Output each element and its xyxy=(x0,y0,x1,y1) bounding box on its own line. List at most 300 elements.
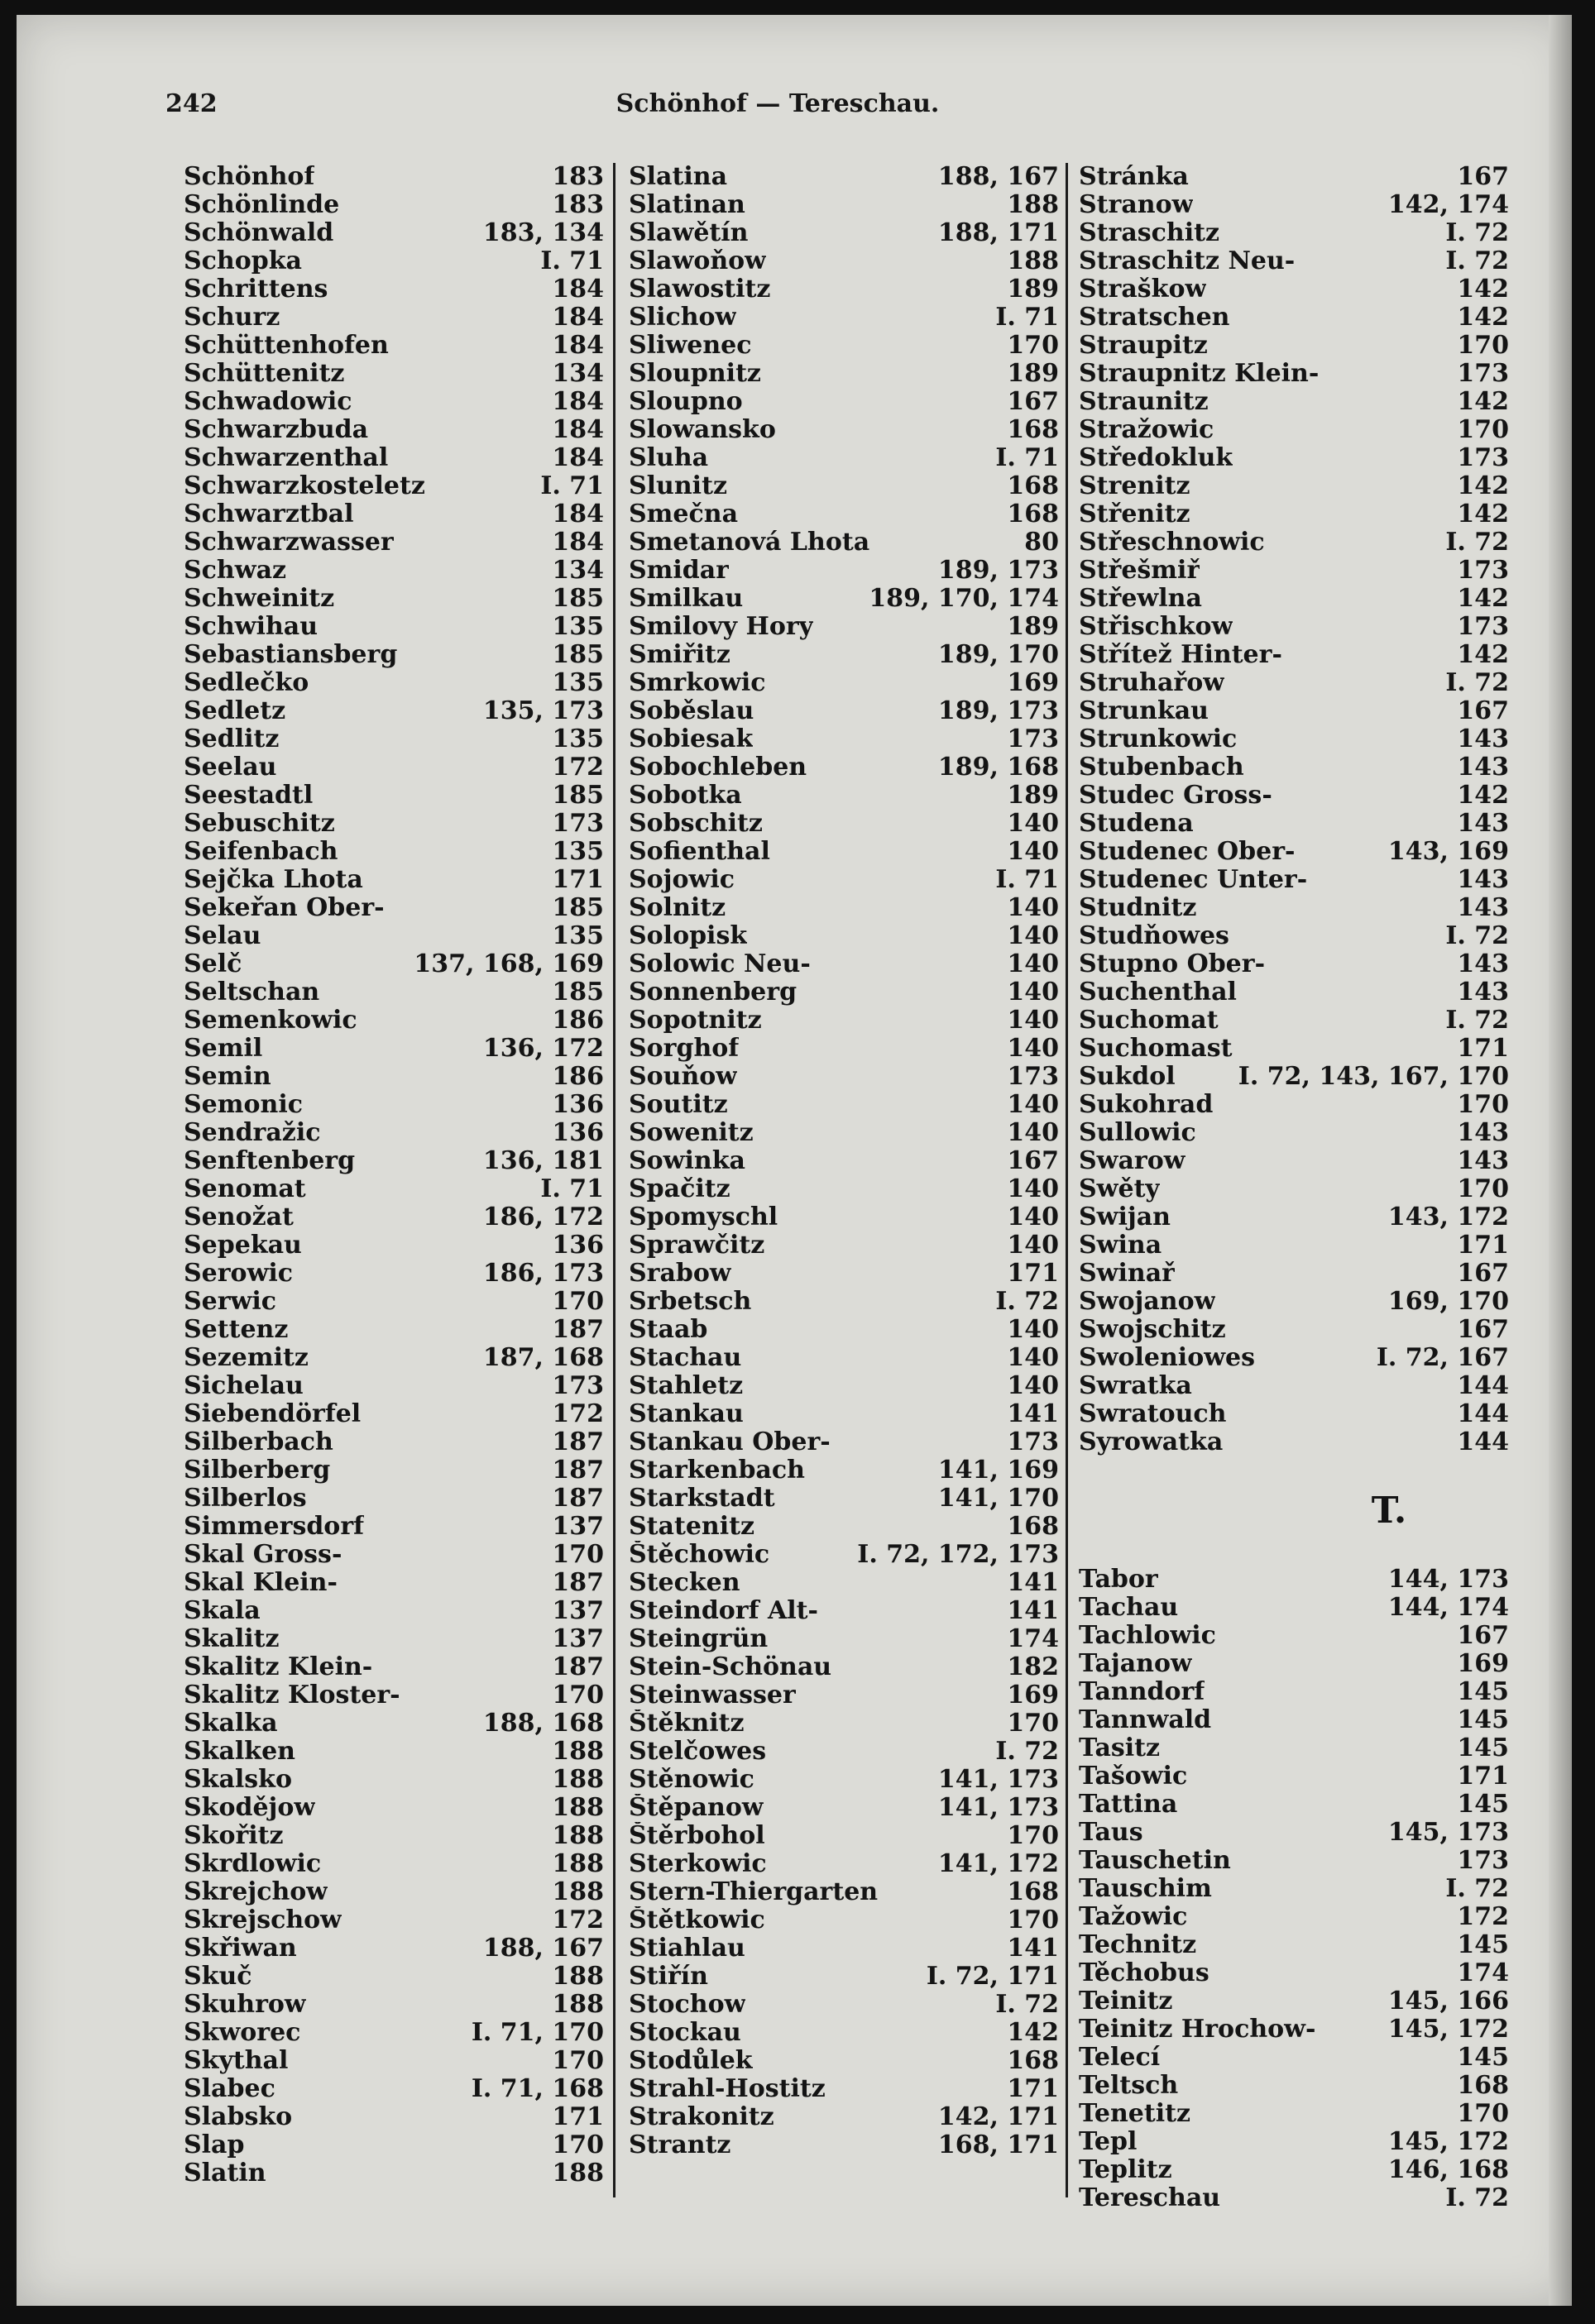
place-name: Sterkowic xyxy=(629,1850,767,1878)
page-reference: 141, 172 xyxy=(937,1849,1059,1878)
page-reference: 137, 168, 169 xyxy=(414,949,604,978)
index-entry xyxy=(1079,1400,1509,1428)
index-entry xyxy=(184,1710,604,1738)
page-reference: 170 xyxy=(1007,1709,1059,1738)
page-reference: 168 xyxy=(1007,2046,1059,2075)
index-entry xyxy=(1079,2072,1509,2100)
place-name: Schwarzkosteletz xyxy=(184,472,425,500)
index-entry xyxy=(1079,1791,1509,1819)
place-name: Skodějow xyxy=(184,1794,316,1822)
place-name: Swinař xyxy=(1079,1260,1175,1288)
place-name: Tauschim xyxy=(1079,1875,1212,1903)
place-name: Studena xyxy=(1079,810,1194,838)
index-entry xyxy=(629,1625,1059,1653)
place-name: Sloupno xyxy=(629,388,743,416)
page-reference: 188, 167 xyxy=(937,162,1059,191)
place-name: Sobochleben xyxy=(629,753,807,782)
index-entry xyxy=(184,472,604,500)
place-name: Schönlinde xyxy=(184,191,340,219)
page-reference: I. 72 xyxy=(1445,528,1509,557)
place-name: Schönhof xyxy=(184,163,315,191)
index-entry xyxy=(184,332,604,360)
index-entry xyxy=(184,1203,604,1231)
place-name: Sejčka Lhota xyxy=(184,866,363,894)
page-reference: 171 xyxy=(1457,1231,1509,1260)
place-name: Solnitz xyxy=(629,894,726,922)
page-reference: 185 xyxy=(552,781,604,810)
index-entry xyxy=(184,1260,604,1288)
index-entry xyxy=(1079,922,1509,950)
place-name: Stachau xyxy=(629,1344,742,1372)
section-letter-heading: T. xyxy=(1371,1490,1407,1532)
index-entry xyxy=(184,838,604,866)
index-entry xyxy=(629,1513,1059,1541)
page-reference: 144, 173 xyxy=(1387,1565,1509,1594)
page-reference: 136 xyxy=(552,1118,604,1147)
page-reference: I. 72, 172, 173 xyxy=(857,1540,1059,1569)
place-name: Sukohrad xyxy=(1079,1091,1214,1119)
place-name: Slatinan xyxy=(629,191,745,219)
index-entry xyxy=(629,1175,1059,1203)
page-reference: 188 xyxy=(552,1737,604,1766)
index-column-1 xyxy=(184,163,604,2197)
place-name: Schüttenhofen xyxy=(184,332,389,360)
page-reference: 135 xyxy=(552,612,604,641)
index-entry xyxy=(1079,247,1509,275)
index-entry xyxy=(184,1934,604,1963)
place-name: Struhařow xyxy=(1079,669,1225,697)
index-entry xyxy=(629,1569,1059,1597)
index-entry xyxy=(1079,332,1509,360)
page-reference: 184 xyxy=(552,331,604,360)
page-reference: 170 xyxy=(1007,1906,1059,1934)
page-reference: 143 xyxy=(1457,1146,1509,1175)
index-entry xyxy=(1079,472,1509,500)
index-entry xyxy=(1079,416,1509,444)
place-name: Stankau Ober- xyxy=(629,1428,831,1456)
place-name: Tauschetin xyxy=(1079,1847,1231,1875)
page-reference: 173 xyxy=(1457,1846,1509,1875)
index-entry xyxy=(184,304,604,332)
index-entry xyxy=(629,753,1059,782)
index-entry xyxy=(184,444,604,472)
index-entry xyxy=(629,669,1059,697)
page-reference: 142 xyxy=(1457,500,1509,528)
place-name: Simmersdorf xyxy=(184,1513,365,1541)
index-entry xyxy=(184,1681,604,1710)
index-entry xyxy=(629,2103,1059,2131)
index-entry xyxy=(1079,1231,1509,1260)
page-reference: 189, 170 xyxy=(937,640,1059,669)
page-reference: 168 xyxy=(1007,1512,1059,1541)
page-reference: 137 xyxy=(552,1596,604,1625)
page-reference: 167 xyxy=(1457,696,1509,725)
page-reference: 168 xyxy=(1457,2071,1509,2100)
place-name: Suchomat xyxy=(1079,1007,1219,1035)
index-entry xyxy=(1079,1594,1509,1622)
page-reference: 142 xyxy=(1457,303,1509,332)
index-entry xyxy=(184,1569,604,1597)
place-name: Technitz xyxy=(1079,1931,1197,1959)
index-column-3 xyxy=(1079,162,1509,2212)
page-reference: 141 xyxy=(1007,1934,1059,1963)
page-reference: 143 xyxy=(1457,949,1509,978)
page-reference: 135, 173 xyxy=(482,696,604,725)
index-entry xyxy=(184,782,604,810)
index-entry xyxy=(1079,1063,1509,1091)
index-entry xyxy=(184,1541,604,1569)
place-name: Slawětín xyxy=(629,219,749,247)
index-entry xyxy=(184,163,604,191)
page-reference: 145 xyxy=(1457,1790,1509,1819)
place-name: Sullowic xyxy=(1079,1119,1196,1147)
page-reference: 170 xyxy=(1457,331,1509,360)
place-name: Stiřín xyxy=(629,1963,708,1991)
page-reference: 189 xyxy=(1007,275,1059,304)
page-reference: 142 xyxy=(1007,2018,1059,2047)
index-entry xyxy=(629,1231,1059,1260)
page-reference: 172 xyxy=(1457,1902,1509,1931)
place-name: Swijan xyxy=(1079,1203,1171,1231)
index-entry xyxy=(1079,1762,1509,1791)
place-name: Středokluk xyxy=(1079,444,1233,472)
index-entry xyxy=(184,1625,604,1653)
index-entry xyxy=(184,1372,604,1400)
place-name: Sendražic xyxy=(184,1119,321,1147)
place-name: Silberberg xyxy=(184,1456,331,1485)
place-name: Skalka xyxy=(184,1710,278,1738)
index-entry xyxy=(184,922,604,950)
page-reference: 142, 174 xyxy=(1387,190,1509,219)
place-name: Tachlowic xyxy=(1079,1622,1216,1650)
page-reference: 188 xyxy=(552,1990,604,2019)
place-name: Teinitz xyxy=(1079,1987,1173,2016)
page-reference: 173 xyxy=(1457,359,1509,388)
place-name: Swojanow xyxy=(1079,1288,1216,1316)
page-reference: 188, 168 xyxy=(482,1709,604,1738)
page-reference: 143 xyxy=(1457,753,1509,782)
page-reference: 173 xyxy=(552,809,604,838)
index-entry xyxy=(1079,1288,1509,1316)
place-name: Tašowic xyxy=(1079,1762,1188,1791)
index-entry xyxy=(629,1906,1059,1934)
page-reference: 140 xyxy=(1007,1203,1059,1231)
place-name: Semenkowic xyxy=(184,1007,357,1035)
page-reference: 140 xyxy=(1007,1118,1059,1147)
place-name: Tabor xyxy=(1079,1566,1158,1594)
place-name: Steinwasser xyxy=(629,1681,796,1710)
index-entry xyxy=(1079,1875,1509,1903)
place-name: Sebastiansberg xyxy=(184,641,398,669)
page-reference: 140 xyxy=(1007,893,1059,922)
page-reference: 80 xyxy=(1024,528,1059,557)
page-reference: 168 xyxy=(1007,415,1059,444)
place-name: Schwaz xyxy=(184,557,287,585)
place-name: Sprawčitz xyxy=(629,1231,765,1260)
index-entry xyxy=(184,1007,604,1035)
page-reference: I. 72, 143, 167, 170 xyxy=(1238,1062,1509,1091)
page-reference: I. 72, 167 xyxy=(1376,1343,1509,1372)
place-name: Serwic xyxy=(184,1288,277,1316)
page-reference: 188, 171 xyxy=(937,218,1059,247)
index-entry xyxy=(1079,1566,1509,1594)
index-entry xyxy=(184,2019,604,2047)
page-reference: 170 xyxy=(552,1681,604,1710)
place-name: Sopotnitz xyxy=(629,1007,762,1035)
index-entry xyxy=(184,641,604,669)
page-reference: 142 xyxy=(1457,387,1509,416)
page-reference: 184 xyxy=(552,275,604,304)
place-name: Sukdol xyxy=(1079,1063,1176,1091)
place-name: Stein-Schönau xyxy=(629,1653,832,1681)
index-entry xyxy=(184,1288,604,1316)
index-entry xyxy=(1079,1035,1509,1063)
page-reference: 170 xyxy=(552,2130,604,2159)
index-entry xyxy=(1079,978,1509,1007)
page-reference: I. 72 xyxy=(995,1737,1059,1766)
place-name: Stochow xyxy=(629,1991,746,2019)
running-title: Schönhof — Tereschau. xyxy=(615,89,940,118)
place-name: Skrejschow xyxy=(184,1906,342,1934)
index-entry xyxy=(184,2103,604,2131)
index-entry xyxy=(1079,1931,1509,1959)
place-name: Solopisk xyxy=(629,922,748,950)
place-name: Schüttenitz xyxy=(184,360,345,388)
place-name: Souňow xyxy=(629,1063,738,1091)
index-entry xyxy=(1079,1650,1509,1678)
index-entry xyxy=(629,838,1059,866)
place-name: Silberlos xyxy=(184,1485,307,1513)
page-reference: 136 xyxy=(552,1231,604,1260)
index-entry xyxy=(1079,1091,1509,1119)
index-entry xyxy=(184,2131,604,2159)
place-name: Sluha xyxy=(629,444,709,472)
index-entry xyxy=(1079,1175,1509,1203)
place-name: Suchenthal xyxy=(1079,978,1237,1007)
place-name: Steingrün xyxy=(629,1625,769,1653)
page-reference: 185 xyxy=(552,978,604,1007)
page-reference: 140 xyxy=(1007,1315,1059,1344)
index-entry xyxy=(629,557,1059,585)
place-name: Štěrbohol xyxy=(629,1822,765,1850)
place-name: Slabsko xyxy=(184,2103,293,2131)
place-name: Soutitz xyxy=(629,1091,728,1119)
page-reference: 171 xyxy=(552,865,604,894)
place-name: Slatina xyxy=(629,163,728,191)
page-reference: 171 xyxy=(552,2102,604,2131)
index-entry xyxy=(1079,697,1509,725)
index-entry xyxy=(184,500,604,528)
page-reference: 183 xyxy=(552,162,604,191)
index-entry xyxy=(1079,1344,1509,1372)
page-reference: 187 xyxy=(552,1427,604,1456)
index-entry xyxy=(1079,810,1509,838)
page-reference: 188 xyxy=(552,1849,604,1878)
index-entry xyxy=(1079,838,1509,866)
index-entry xyxy=(184,613,604,641)
place-name: Sobotka xyxy=(629,782,742,810)
place-name: Schwihau xyxy=(184,613,319,641)
index-entry xyxy=(1079,304,1509,332)
index-entry xyxy=(184,247,604,275)
page-reference: 187, 168 xyxy=(482,1343,604,1372)
index-entry xyxy=(629,1372,1059,1400)
page-reference: 140 xyxy=(1007,1174,1059,1203)
page-reference: 170 xyxy=(1457,1090,1509,1119)
index-entry xyxy=(1079,866,1509,894)
page-reference: 136, 181 xyxy=(482,1146,604,1175)
index-entry xyxy=(1079,444,1509,472)
place-name: Skalitz Klein- xyxy=(184,1653,373,1681)
page-reference: I. 71, 168 xyxy=(471,2074,604,2103)
place-name: Smečna xyxy=(629,500,739,528)
place-name: Schwarzbuda xyxy=(184,416,369,444)
page-reference: 143 xyxy=(1457,724,1509,753)
page-reference: 170 xyxy=(552,1540,604,1569)
index-entry xyxy=(629,1738,1059,1766)
index-entry xyxy=(1079,2100,1509,2128)
page-reference: 143 xyxy=(1457,865,1509,894)
page-reference: 141 xyxy=(1007,1399,1059,1428)
place-name: Stěnowic xyxy=(629,1766,754,1794)
place-name: Skrdlowic xyxy=(184,1850,322,1878)
place-name: Stahletz xyxy=(629,1372,744,1400)
place-name: Sebuschitz xyxy=(184,810,335,838)
place-name: Spomyschl xyxy=(629,1203,778,1231)
place-name: Straškow xyxy=(1079,275,1207,304)
place-name: Slunitz xyxy=(629,472,727,500)
index-entry xyxy=(184,1035,604,1063)
index-entry xyxy=(1079,528,1509,557)
page-reference: 140 xyxy=(1007,1034,1059,1063)
page-reference: 137 xyxy=(552,1512,604,1541)
page-reference: 137 xyxy=(552,1624,604,1653)
page-reference: 171 xyxy=(1457,1762,1509,1791)
index-entry xyxy=(629,500,1059,528)
index-entry xyxy=(1079,1847,1509,1875)
page-reference: 170 xyxy=(1457,415,1509,444)
place-name: Štěknitz xyxy=(629,1710,745,1738)
index-entry xyxy=(184,1344,604,1372)
place-name: Soběslau xyxy=(629,697,754,725)
place-name: Sorghof xyxy=(629,1035,740,1063)
page-reference: 172 xyxy=(552,753,604,782)
index-entry xyxy=(184,1991,604,2019)
page-reference: 170 xyxy=(1007,331,1059,360)
index-entry xyxy=(629,1456,1059,1485)
index-entry xyxy=(184,528,604,557)
page-reference: I. 72 xyxy=(1445,246,1509,275)
page-reference: 188 xyxy=(1007,246,1059,275)
page-reference: 189, 170, 174 xyxy=(869,584,1059,613)
page-reference: 142 xyxy=(1457,275,1509,304)
page-number: 242 xyxy=(165,89,218,118)
page-reference: 140 xyxy=(1007,1343,1059,1372)
place-name: Tachau xyxy=(1079,1594,1179,1622)
page-reference: 187 xyxy=(552,1456,604,1485)
index-entry xyxy=(629,1822,1059,1850)
page-reference: I. 71 xyxy=(995,865,1059,894)
index-entry xyxy=(629,1288,1059,1316)
index-entry xyxy=(629,585,1059,613)
place-name: Swratouch xyxy=(1079,1400,1227,1428)
page-reference: 173 xyxy=(1457,556,1509,585)
index-entry xyxy=(1079,753,1509,782)
index-entry xyxy=(629,922,1059,950)
index-entry xyxy=(629,810,1059,838)
index-entry xyxy=(184,1063,604,1091)
place-name: Slawoňow xyxy=(629,247,766,275)
place-name: Tepl xyxy=(1079,2128,1138,2156)
place-name: Senomat xyxy=(184,1175,306,1203)
index-entry xyxy=(629,782,1059,810)
page-reference: 141, 169 xyxy=(937,1456,1059,1485)
index-entry xyxy=(1079,2156,1509,2184)
page-reference: 135 xyxy=(552,668,604,697)
place-name: Strenitz xyxy=(1079,472,1190,500)
index-entry xyxy=(1079,1622,1509,1650)
page-reference: 185 xyxy=(552,584,604,613)
page-reference: I. 71 xyxy=(995,443,1059,472)
index-entry xyxy=(1079,1203,1509,1231)
place-name: Swratka xyxy=(1079,1372,1192,1400)
index-entry xyxy=(629,1316,1059,1344)
page-reference: 189 xyxy=(1007,359,1059,388)
place-name: Schwadowic xyxy=(184,388,352,416)
page-reference: 145 xyxy=(1457,1930,1509,1959)
index-entry xyxy=(1079,641,1509,669)
index-entry xyxy=(629,2075,1059,2103)
column-divider xyxy=(1066,163,1068,2197)
index-entry xyxy=(629,1710,1059,1738)
index-entry xyxy=(1079,2044,1509,2072)
page-reference: 173 xyxy=(552,1371,604,1400)
page-reference: 172 xyxy=(552,1906,604,1934)
page-reference: 186 xyxy=(552,1062,604,1091)
place-name: Spačitz xyxy=(629,1175,730,1203)
page-reference: 188 xyxy=(1007,190,1059,219)
place-name: Sliwenec xyxy=(629,332,752,360)
index-entry xyxy=(629,472,1059,500)
place-name: Senožat xyxy=(184,1203,294,1231)
place-name: Tannwald xyxy=(1079,1706,1212,1734)
index-entry xyxy=(184,1316,604,1344)
index-entry xyxy=(629,950,1059,978)
place-name: Taus xyxy=(1079,1819,1143,1847)
page-reference: 135 xyxy=(552,724,604,753)
page-reference: 169 xyxy=(1007,668,1059,697)
page-reference: 169, 170 xyxy=(1387,1287,1509,1316)
place-name: Teinitz Hrochow- xyxy=(1079,2016,1316,2044)
index-entry xyxy=(184,697,604,725)
page-reference: 170 xyxy=(552,1287,604,1316)
index-entry xyxy=(629,978,1059,1007)
place-name: Schwarzenthal xyxy=(184,444,389,472)
page-reference: 184 xyxy=(552,443,604,472)
place-name: Slowansko xyxy=(629,416,776,444)
page-reference: I. 72, 171 xyxy=(926,1962,1059,1991)
place-name: Střewlna xyxy=(1079,585,1202,613)
place-name: Sonnenberg xyxy=(629,978,798,1007)
page-reference: 170 xyxy=(1457,1174,1509,1203)
index-entry xyxy=(184,1091,604,1119)
place-name: Stockau xyxy=(629,2019,741,2047)
page-reference: I. 72 xyxy=(1445,668,1509,697)
page-reference: 188 xyxy=(552,1821,604,1850)
index-entry xyxy=(184,191,604,219)
page-reference: 187 xyxy=(552,1652,604,1681)
index-entry xyxy=(629,1991,1059,2019)
